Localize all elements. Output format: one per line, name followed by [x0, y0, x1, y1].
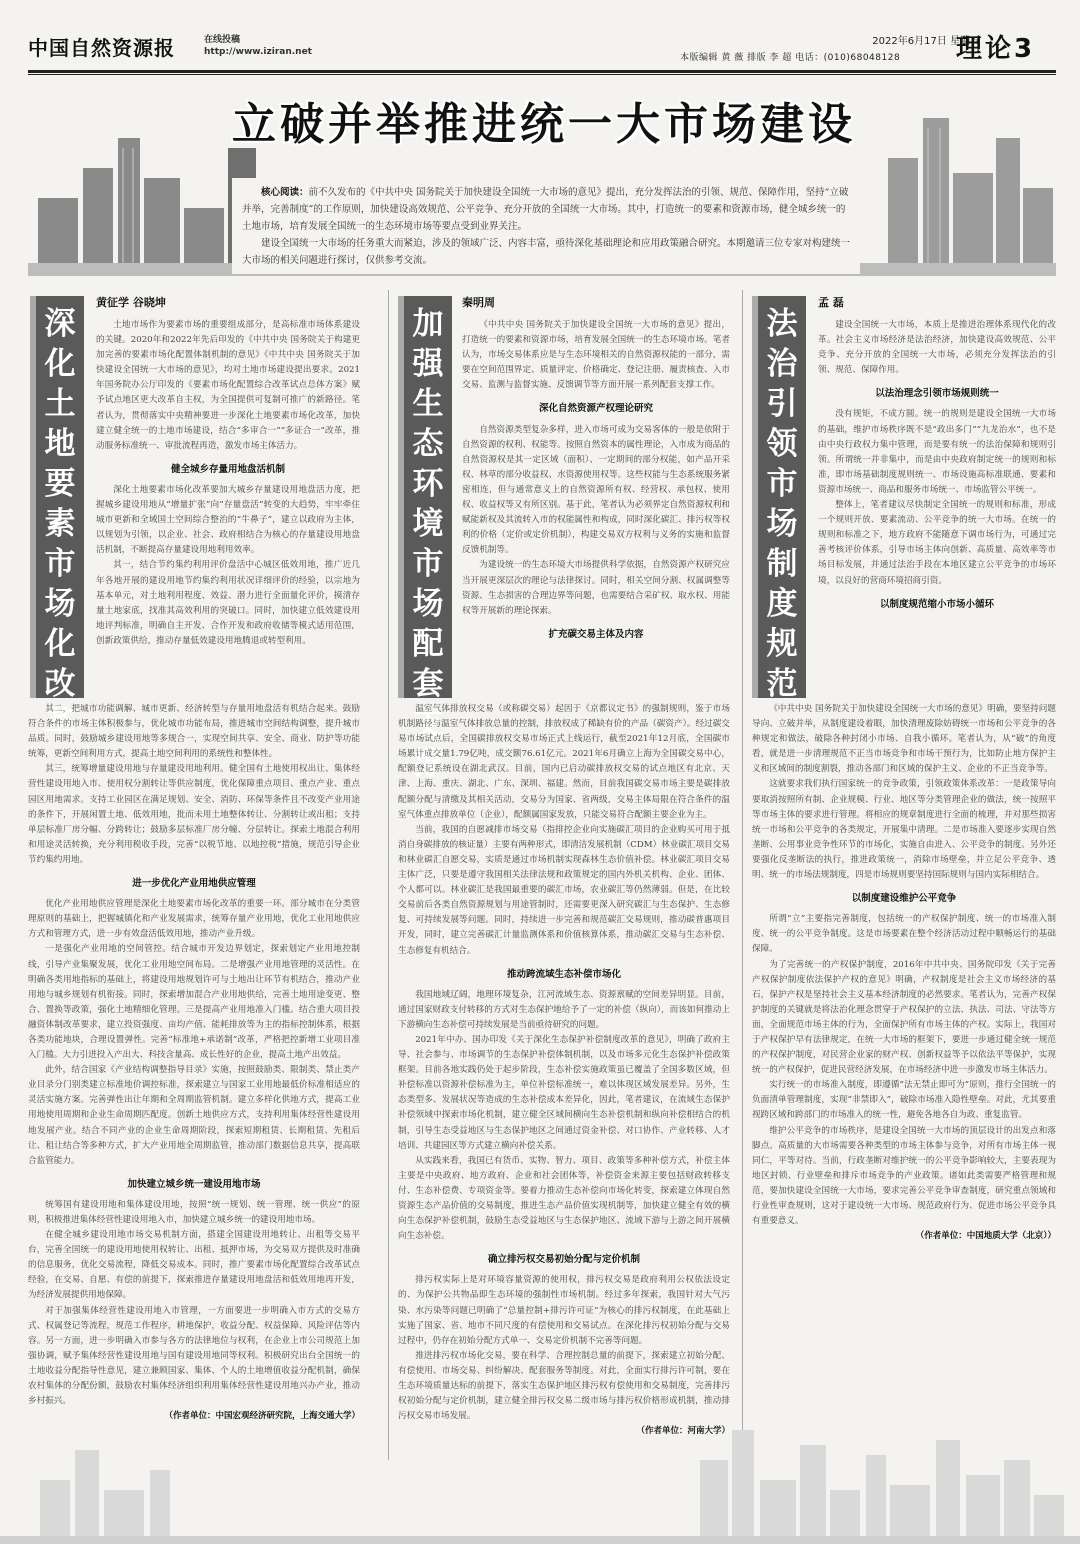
article-2-title: 加强生态环境市场配套支撑	[404, 296, 452, 698]
paragraph: 所谓“立”主要指完善制度，包括统一的产权保护制度、统一的市场准入制度、统一的公平竞争制度。这是市场要素在整个经济活动过程中顺畅运行的基础保障。	[752, 914, 1056, 955]
lead-para-1: 核心阅读：前不久发布的《中共中央 国务院关于加快建设全国统一大市场的意见》提出，充分发挥法治的引领、规范、保障作用，坚持“立破并举，完善制度”的工作原则，加快建设高效规范、公平竞争、充分开放的全国统一大市场。其中，打造统一的要素和资源市场，健全城乡统一的土地市场，培育发展全国统一的生态环境市场等要点受到业界关注。	[242, 187, 849, 232]
paragraph: 当前，我国的自愿减排市场交易（指排控企业向实施碳汇项目的企业购买可用于抵消自身碳排放的核证量）主要有两种形式，即清洁发展机制（CDM）林业碳汇项目交易和林业碳汇自愿交易，实质是通过市场机制实现森林生态价值补偿。林业碳汇项目交易主体广泛，只要是遵守我国相关法律法规和政策规定的国内外机关机构、企业、团体、个人都可以。林业碳汇是我国最重要的碳汇市场，农业碳汇等仍然薄弱。但是，在比较交易前后各类自然资源规划与用途管制时，还需要更深入研究碳汇与生态保护、生态修复、可持续发展等问题。同时，持续进一步完善和规范碳汇交易规则，推动碳普惠项目开发，同时，建立完善碳汇计量监测体系和价值核算体系，推动碳汇交易与生态补偿、生态修复有机结合。	[398, 824, 730, 956]
paper-name: 中国自然资源报	[28, 36, 175, 60]
paragraph: 对于加强集体经营性建设用地入市管理，一方面要进一步明确入市方式的交易方式、权属登记等流程，规范工作程序，耕地保护，收益分配、权益保障、风险评估等内容。另一方面，进一步明确入市参与各方的法律地位与权利，在企业上市公司规范上加强协调，赋予集体经营性建设用地与国有建设用地同等权利。积极研究出台全国统一的土地收益分配指导性意见，建立兼顾国家、集体、个人的土地增值收益分配机制，确保农村集体的分配份额，鼓励农村集体经济组织利用集体经营性建设用地兴办产业，推动乡村振兴。	[28, 1305, 360, 1407]
paragraph: 土地市场作为要素市场的重要组成部分，是高标准市场体系建设的关键。2020年和2022年先后印发的《中共中央 国务院关于构建更加完善的要素市场化配置体制机制的意见》《中共中央 国务院关于加快建设全国统一大市场的意见》，均对土地市场建设提出要求。2021年国务院办公厅印发的《要素市场化配置综合改革试点总体方案》赋予试点地区更大改革自主权，为全国提供可复制可推广的新路径。笔者认为，贯彻落实中央精神要进一步深化土地要素市场化改革，加快建立健全统一的土地市场建设，结合“多审合一”“多证合一”改革，推动服务标准统一、审批流程再造，激发市场主体活力。	[96, 320, 360, 451]
author-affiliation: （作者单位：河南大学）	[636, 1426, 730, 1437]
article-3-title: 法治引领市场制度规范	[758, 296, 806, 698]
column-divider-2	[742, 290, 743, 1460]
paragraph: 从实践来看，我国已有货币、实物、智力、项目、政策等多种补偿方式，补偿主体主要是中央政府、地方政府、企业和社会团体等，补偿资金来源主要包括财政转移支付、生态补偿费、专项资金等。要着力推动生态补偿向市场化转变，探索建立体现自然资源生态产品价值的交易制度，推进生态产品价值实现机制等，加快建立健全有效的横向生态保护补偿机制，鼓励生态受益地区与生态保护地区、流域下游与上游之间开展横向生态补偿。	[398, 1155, 730, 1242]
masthead-rule-thin	[28, 74, 1056, 75]
section-heading: 扩充碳交易主体及内容	[548, 628, 644, 640]
paragraph: 实行统一的市场准入制度，即遵循“法无禁止即可为”原则，推行全国统一的负面清单管理制度，实现“非禁即入”，破除市场准入隐性壁垒。对此，尤其要重视跨区域和跨部门的市场准入的统一性，避免各地各自为政、重复监管。	[752, 1080, 1056, 1121]
section-heading: 确立排污权交易初始分配与定价机制	[487, 1254, 640, 1266]
lead-para-2: 建设全国统一大市场的任务重大而紧迫，涉及的领域广泛、内容丰富，亟待深化基础理论和应用政策融合研究。本期邀请三位专家对构建统一大市场的相关问题进行探讨，仅供参考交流。	[242, 238, 851, 266]
paragraph: 排污权实际上是对环境容量资源的使用权，排污权交易是政府利用公权依法设定的、为保护公共物品即生态环境的强制性市场机制。经过多年探索，我国针对大气污染、水污染等问题已明确了“总量控制+排污许可证”为核心的排污权制度，在此基础上实施了国家、省、地市不同尺度的有偿使用和交易试点。在深化排污权初始分配与交易过程中，仍存在初始分配方式单一、交易定价机制不完善等问题。	[398, 1275, 730, 1346]
article-3-body	[818, 318, 1056, 698]
paragraph: 其二，把城市功能调解、城市更新、经济转型与存量用地盘活有机结合起来。鼓励符合条件的市场主体积极参与，优化城市功能布局，推进城市空间结构调整，提升城市品质。同时，鼓励城乡建设用地等多规合一，实现空间共享、安全、商业、防护等功能统筹，更新空间利用方式，提高土地空间利用的系统性和整体性。	[28, 704, 360, 760]
article-2-body-continued	[398, 702, 730, 1442]
author-affiliation: （作者单位：中国地质大学（北京））	[915, 1231, 1056, 1242]
section-label	[956, 28, 1035, 65]
section-name: 理论	[956, 34, 1015, 64]
paragraph: 整体上，笔者建议尽快制定全国统一的规则和标准，形成一个规则开放、要素流动、公平竞争的统一大市场。在统一的规则和标准之下，地方政府不能随意下调市场行为，可通过完善考核评价体系，引导市场主体向创新、高质量、高效率等市场目标发展，并通过法治手段在本地区建立公平竞争的市场环境，以良好的营商环境招商引资。	[818, 500, 1056, 586]
article-3-body-continued	[752, 702, 1056, 1442]
article-1-author: 黄征学 谷晓坤	[96, 296, 166, 309]
paragraph: 《中共中央 国务院关于加快建设全国统一大市场的意见》明确，要坚持问题导向、立破并举，从制度建设着眼，加快清理废除妨碍统一市场和公平竞争的各种规定和做法，破除各种封闭小市场、自我小循环。笔者认为，从“破”的角度看，就是进一步清理规范不正当市场竞争和市场干预行为，比如防止地方保护主义和区域间的制度割裂，推动各部门和区域的保护主义、企业的不正当竞争等。	[752, 704, 1056, 775]
article-2-author: 秦明周	[462, 296, 495, 309]
paragraph: 一是强化产业用地的空间管控。结合城市开发边界划定，探索划定产业用地控制线，引导产业集聚发展，优化工业用地空间布局。二是增强产业用地管理的灵活性。在明确各类用地指标的基础上，将建设用地规划许可与土地出让环节有机结合，推动产业用地与城乡规划有机衔接。同时，探索增加混合产业用地供给，完善土地用途变更、整合、置换等政策，强化土地精细化管理。三是提高产业用地准入门槛。结合重大项目投融资体制改革要求，建立投资强度、亩均产值、能耗排放等为主的指标控制体系，根据各类功能地块，合理设置弹性。完善“标准地+承诺制”改革，严格把控新增工业项目准入门槛。大力引进投入产出大、科技含量高、成长性好的企业，提高土地产出效益。	[28, 944, 360, 1061]
paragraph: 我国地域辽阔，地理环境复杂，江河流域生态、资源禀赋的空间差异明显。目前，通过国家财政支付转移的方式对生态保护地给予了一定的补偿（纵向），而该如何推动上下游横向生态补偿可持续发展是当前亟待研究的问题。	[398, 989, 730, 1030]
section-heading: 推动跨流域生态补偿市场化	[506, 968, 621, 980]
article-3-author: 孟 磊	[818, 296, 844, 309]
paragraph: 这就要求我们执行国家统一的竞争政策，引领政策体系改革：一是政策导向要取消按照所有制、企业规模、行业、地区等分类管理企业的做法，统一按照平等市场主体的要求进行管理。将相应的规章制度进行全面的梳理，并对那些损害统一市场和公平竞争的各类规定，开展集中清理。二是市场准入要逐步实现自然垄断、公用事业竞争性环节的市场化，实施自由进入、公平竞争的制度。另外还要强化反垄断法的执行，推进政策统一，消除市场壁垒，并立足公平竞争、透明、统一的市场法规制度，四是市场规则要坚持国际规则与国内实际相结合。	[752, 779, 1056, 881]
section-heading: 健全城乡存量用地盘活机制	[170, 463, 285, 475]
online-label: 在线投稿	[204, 35, 241, 45]
footer-skyline	[0, 1390, 1080, 1544]
section-heading: 以法治理念引领市场规则统一	[875, 388, 999, 400]
paragraph: 没有规矩，不成方圆。统一的规则是建设全国统一大市场的基础，维护市场秩序既不是“政出多门”“九龙治水”，也不是由中央行政权力集中管理，而是要有统一的法治保障和规则引领。所谓统一并非集中，而是由中央政府制定统一的规则和标准，即市场基础制度规则统一、市场设施高标准联通、要素和资源市场统一、商品和服务市场统一、市场监管公平统一。	[818, 409, 1056, 495]
article-1-body-continued	[28, 702, 360, 1442]
paragraph: 为建设统一的生态环境大市场提供科学依据，自然资源产权研究应当开展更深层次的理论与法律探讨。同时，相关空间分割、权属调整等资源、生态损害的合理边界等问题，也需要结合采矿权、取水权、用能权等开展新的理论探索。	[462, 560, 730, 616]
section-heading: 以制度规范缩小市场小循环	[879, 598, 994, 610]
paragraph: 深化土地要素市场化改革要加大城乡存量建设用地盘活力度，把握城乡建设用地从“增量扩张”向“存量盘活”转变的大趋势，牢牢牵住城市更新和全域国土空间综合整治的“牛鼻子”，建立以政府为主体，以规划为引领，以企业、社会、政府相结合为核心的存量建设用地盘活机制，不断提高存量建设用地利用效率。	[96, 484, 360, 556]
page-headline: 立破并举推进统一大市场建设	[232, 99, 856, 150]
paragraph: 2021年中办、国办印发《关于深化生态保护补偿制度改革的意见》，明确了政府主导、社会参与、市场调节的生态保护补偿体制机制，以及市场多元化生态保护补偿政策框架。目前各地实践仍处于起步阶段，生态补偿实施政策虽已覆盖了全国多数区域，但补偿标准以资源补偿标准为主，单位补偿标准统一，难以体现区域发展差异。另外，生态类型多、发展状况等造成的生态补偿成本差异化，因此，笔者建议，在流域生态保护补偿领域中探索市场化机制，建立健全区域间横向生态补偿机制和纵向补偿相结合的机制，引导生态受益地区与生态保护地区之间通过资金补偿、对口协作、产业转移、人才培训、共建园区等方式建立横向补偿关系。	[398, 1034, 730, 1151]
article-1-title: 深化土地要素市场化改革	[36, 296, 84, 698]
page-number: 3	[1014, 34, 1036, 64]
paragraph: 优化产业用地供应管理是深化土地要素市场化改革的重要一环。部分城市在分类管理原则的基础上，把握城镇化和产业发展需求，统筹存量产业用地，优化工业用地供应方式和管理方式，进一步有效盘活低效用地，推动产业升级。	[28, 899, 360, 940]
masthead	[28, 30, 1056, 72]
paragraph: 自然资源类型复杂多样，进入市场可成为交易客体的一般是依附于自然资源的权利、权能等。按照自然资本的属性理论，入市成为商品的自然资源权是其一定区域（面积）、一定期间的部分权能，如产品开采权、林草的部分收益权、水资源使用权等。这些权能与生态系统服务紧密相连，但与通常意义上的自然资源所有权、经营权、承包权、使用权、收益权等又有所区别。基于此，笔者认为必须界定自然资源权利和赋能新权及其流转入市的权能属性和构成，同时深化碳汇、排污权等权利的价格（定价或定价机制），构建交易双方权利与义务的实施和监督反馈机制等。	[462, 424, 730, 556]
section-heading: 进一步优化产业用地供应管理	[132, 878, 256, 890]
paragraph: 温室气体排放权交易（或称碳交易）起因于《京都议定书》的强制规则，鉴于市场机制路径与温室气体排放总量的控制，排放权成了稀缺有价的产品（碳资产）。经过碳交易市场试点后，全国碳排放权交易市场正式上线运行，截至2021年12月底，全国碳市场累计成交量1.79亿吨，成交额76.61亿元。2021年6月确立上海为全国碳交易中心，配额登记系统设在湖北武汉。目前，国内已启动碳排放权交易的试点地区有北京、天津、上海、重庆、湖北、广东、深圳、福建。然而，目前我国碳交易市场主要是碳排放配额分配与清缴及其相关活动，交易分为国家、省两级，交易主体局限在符合条件的温室气体重点排放单位（企业），配额属国家发放，只能交易符合配额主要企业为主。	[398, 704, 730, 820]
masthead-rule	[28, 70, 1056, 73]
paragraph: 维护公平竞争的市场秩序，是建设全国统一大市场的顶层设计的出发点和落脚点。高质量的大市场需要各种类型的市场主体参与竞争，对所有市场主体一视同仁，平等对待。当前，行政垄断对维护统一的公平竞争影响较大，主要表现为地区封锁、行业壁垒和排斥市场竞争的产业政策。诸如此类需要严格管理和规范，要加快建设全国统一大市场，要求完善公平竞争审查制度，研究重点领域和行业性审查规则，这对于建设统一大市场、规范政府行为、促进市场公平竞争具有重要意义。	[752, 1125, 1056, 1227]
paragraph: 在健全城乡建设用地市场交易机制方面，搭建全国建设用地转让、出租等交易平台，完善全国统一的建设用地使用权转让、出租、抵押市场，为交易双方提供及时准确的信息服务，优化交易流程，降低交易成本。同时，推广要素市场化配置综合改革试点经验，在交易、自愿、有偿的前提下，探索推进存量建设用地盘活和低效用地再开发，为经济发展提供用地保障。	[28, 1230, 360, 1301]
editors-line: 本版编辑 黄 薇 排版 李 超 电话：(010)68048128	[680, 53, 901, 63]
column-divider-1	[388, 290, 389, 1460]
paragraph: 统筹国有建设用地和集体建设用地，按照“统一规划、统一管理、统一供应”的原则，积极推进集体经营性建设用地入市，加快建立城乡统一的建设用地市场。	[28, 1199, 360, 1225]
lead-label: 核心阅读：	[261, 187, 309, 198]
online-url[interactable]: http://www.iziran.net	[204, 47, 312, 57]
online-submission	[204, 34, 312, 58]
author-affiliation: （作者单位：中国宏观经济研究院，上海交通大学）	[164, 1411, 360, 1422]
paragraph: 其一，结合节约集约利用评价盘活中心城区低效用地，推广近几年各地开展的建设用地节约集约利用状况详细评价的经验，以宗地为基本单元，对土地利用程度、效益、潜力进行全面量化评价，摸清存量土地家底，找准其高效利用的突破口。同时，加快建立低效建设用地评判标准，明确自主开发、合作开发和政府收储等模式适用范围，创新政策供给，推动存量低效建设用地腾退或转型利用。	[96, 560, 360, 646]
issue-date: 2022年6月17日 星期五	[872, 36, 980, 47]
paragraph: 《中共中央 国务院关于加快建设全国统一大市场的意见》提出，打造统一的要素和资源市场，培育发展全国统一的生态环境市场。笔者认为，市场交易体系应是与生态环境相关的自然资源权能的一部分，需要在空间范围界定、质量评定、价格确定、登记注册、履责核查、入市交易、监测与监督实施、反馈调节等方面开展一系列配套支撑工作。	[462, 320, 730, 391]
section-heading: 深化自然资源产权理论研究	[538, 403, 653, 415]
article-2-body	[462, 318, 730, 698]
paragraph: 其三，统筹增量建设用地与存量建设用地利用。健全国有土地使用权出让、集体经营性建设用地入市、使用权分割转让等供应制度，优化保障重点项目、重点产业、重点园区用地需求。支持工业园区在满足规划、安全、消防、环保等条件且不改变产业用途的条件下，开展闲置土地、低效用地，批而未用土地整体转让、分割转让或出租；支持单层标准厂房分幅、分跨转让；鼓励多层标准厂房分幢、分层转让。探索土地混合利用和用途灵活转换，充分利用税收手段，完善“以税节地、以地控税”措施，规范引导企业节约集约用地。	[28, 764, 360, 865]
paragraph: 建设全国统一大市场，本质上是推进治理体系现代化的改革。社会主义市场经济是法治经济，加快建设高效规范、公平竞争、充分开放的全国统一大市场，必须充分发挥法治的引领、规范、保障作用。	[818, 320, 1056, 376]
section-heading: 以制度建设维护公平竞争	[851, 893, 957, 905]
article-1-body	[96, 318, 360, 698]
paragraph: 此外，结合国家《产业结构调整指导目录》实施，按照鼓励类、限制类、禁止类产业目录分门别类建立标准地价调控标准，探索建立与国家工业用地最低价标准相适应的灵活实施方案。完善弹性出让年期和全周期监管机制。建立多样化供地方式，提高工业用地使用周期和企业生命周期匹配度。创新土地供应方式，支持利用集体经营性建设用地发展产业。结合不同产业的企业生命周期阶段，探索短期租赁、长期租赁、先租后让、租让结合等多种方式，扩大产业用地全周期监管，推动部门数据信息共享，提高联合监管能力。	[28, 1065, 360, 1166]
lead-box	[232, 178, 860, 274]
paragraph: 推进排污权市场化交易，要在科学、合理控制总量的前提下，探索建立初始分配、有偿使用、市场交易、纠纷解决、配套服务等制度。对此，全面实行排污许可制，要在生态环境质量达标的前提下，落实生态保护地区排污权有偿使用和交易制度，完善排污权初始分配与定价机制，建立健全排污权交易二级市场与排污权价格形成机制，推动排污权交易市场发展。	[398, 1350, 730, 1422]
section-heading: 加快建立城乡统一建设用地市场	[127, 1178, 261, 1190]
paragraph: 为了完善统一的产权保护制度，2016年中共中央、国务院印发《关于完善产权保护制度依法保护产权的意见》明确，产权制度是社会主义市场经济的基石，保护产权是坚持社会主义基本经济制度的必然要求。笔者认为，完善产权保护制度的关键就是将法治化理念贯穿于产权保护的立法、执法、司法、守法等方面，全面规范市场主体的行为，全面保护所有市场主体的产权。实际上，我国对于产权保护早有法律规定，在统一大市场的框架下，要进一步通过健全统一规范的产权保护制度，对民营企业家的财产权、创新权益等予以依法平等保护，实现统一的产权保护，促进民营经济发展，在市场经济中进一步激发市场主体活力。	[752, 959, 1056, 1076]
